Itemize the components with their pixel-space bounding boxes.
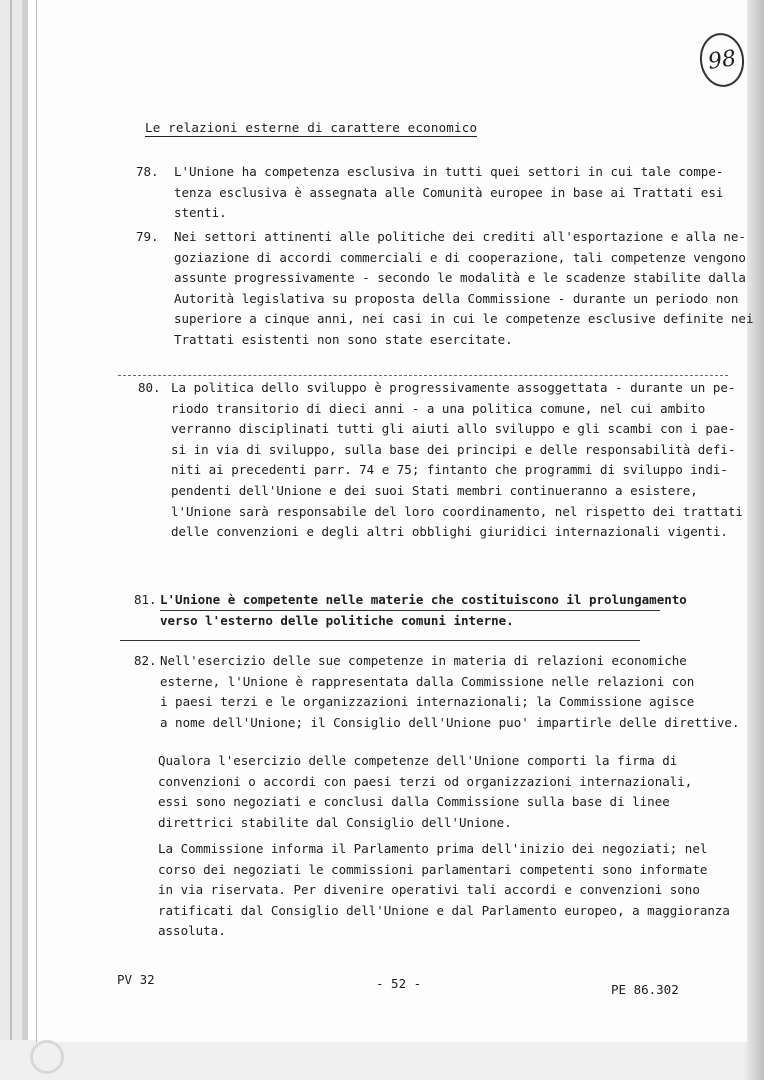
paragraph-line: Qualora l'esercizio delle competenze dell'Unione comporti la firma di <box>158 753 678 768</box>
paragraph-line: delle convenzioni e degli altri obblighi giuridici internazionali vigenti. <box>171 524 728 540</box>
separator-line <box>118 375 728 376</box>
paragraph-line: La politica dello sviluppo è progressivamente assoggettata - durante un pe- <box>171 380 736 395</box>
paragraph-line: assoluta. <box>158 923 226 939</box>
underline-81 <box>160 610 660 611</box>
paragraph-line: in via riservata. Per divenire operativi tali accordi e convenzioni sono <box>158 882 700 898</box>
scan-binding-shadow <box>22 0 28 1080</box>
paragraph-line: l'Unione sarà responsabile del loro coordinamento, nel rispetto dei trattati <box>171 503 743 519</box>
paragraph-number: 79. <box>136 229 159 244</box>
paragraph-line: verso l'esterno delle politiche comuni interne. <box>160 612 514 628</box>
paragraph-line: La Commissione informa il Parlamento prima dell'inizio dei negoziati; nel <box>158 841 708 856</box>
footer-page-number: - 52 - <box>376 976 422 991</box>
paragraph-line: si in via di sviluppo, sulla base dei principi e delle responsabilità defi- <box>171 441 736 457</box>
paragraph-number: 81. <box>134 592 157 607</box>
paragraph-number: 82. <box>134 653 157 668</box>
footer-reference: PE 86.302 <box>611 982 679 997</box>
paragraph-number: 80. <box>138 380 161 395</box>
paragraph-line: Nei settori attinenti alle politiche dei crediti all'esportazione e alla ne- <box>174 229 746 244</box>
scan-bottom-edge <box>0 1040 764 1080</box>
scan-page-stack-line <box>10 0 12 1080</box>
paragraph-line: convenzioni o accordi con paesi terzi od organizzazioni internazionali, <box>158 773 693 789</box>
paragraph-number: 78. <box>136 164 159 179</box>
paragraph-line: tenza esclusiva è assegnata alle Comunità europee in base ai Trattati esi <box>174 184 724 200</box>
paragraph-line: assunte progressivamente - secondo le modalità e le scadenze stabilite dalla <box>174 270 746 286</box>
paragraph-line: Autorità legislativa su proposta della Commissione - durante un periodo non <box>174 290 739 306</box>
paragraph-line: a nome dell'Unione; il Consiglio dell'Unione puo' impartirle delle direttive. <box>160 714 740 730</box>
paragraph-line: i paesi terzi e le organizzazioni internazionali; la Commissione agisce <box>160 694 695 710</box>
paragraph-line: stenti. <box>174 205 227 221</box>
paragraph-line: Nell'esercizio delle sue competenze in materia di relazioni economiche <box>160 653 687 668</box>
paragraph-line: goziazione di accordi commerciali e di cooperazione, tali competenze vengono <box>174 249 746 265</box>
paragraph-line: verranno disciplinati tutti gli aiuti allo sviluppo e gli scambi con i pae- <box>171 421 736 437</box>
paragraph-line: esterne, l'Unione è rappresentata dalla Commissione nelle relazioni con <box>160 673 695 689</box>
paragraph-line: essi sono negoziati e conclusi dalla Commissione sulla base di linee <box>158 794 670 810</box>
paragraph-line: corso dei negoziati le commissioni parlamentari competenti sono informate <box>158 861 708 877</box>
paragraph-line: riodo transitorio di dieci anni - a una politica comune, nel cui ambito <box>171 400 706 416</box>
paragraph-line: pendenti dell'Unione e dei suoi Stati membri continueranno a esistere, <box>171 482 698 498</box>
section-heading: Le relazioni esterne di carattere economico <box>145 120 478 135</box>
paragraph-line: superiore a cinque anni, nei casi in cui le competenze esclusive definite nei <box>174 311 754 327</box>
paragraph-line: niti ai precedenti parr. 74 e 75; fintanto che programmi di sviluppo indi- <box>171 462 728 478</box>
page-stamp: 98 <box>696 30 747 90</box>
separator-line <box>120 640 640 641</box>
paragraph-line: direttrici stabilite dal Consiglio dell'Unione. <box>158 814 512 830</box>
paragraph-line: ratificati dal Consiglio dell'Unione e dal Parlamento europeo, a maggioranza <box>158 902 730 918</box>
footer-document-code: PV 32 <box>117 972 155 987</box>
paragraph-line: L'Unione è competente nelle materie che costituiscono il prolungamento <box>160 592 687 607</box>
watermark-logo-icon <box>30 1040 64 1074</box>
paragraph-line: Trattati esistenti non sono state esercitate. <box>174 331 513 347</box>
paragraph-line: L'Unione ha competenza esclusiva in tutti quei settori in cui tale compe- <box>174 164 724 179</box>
